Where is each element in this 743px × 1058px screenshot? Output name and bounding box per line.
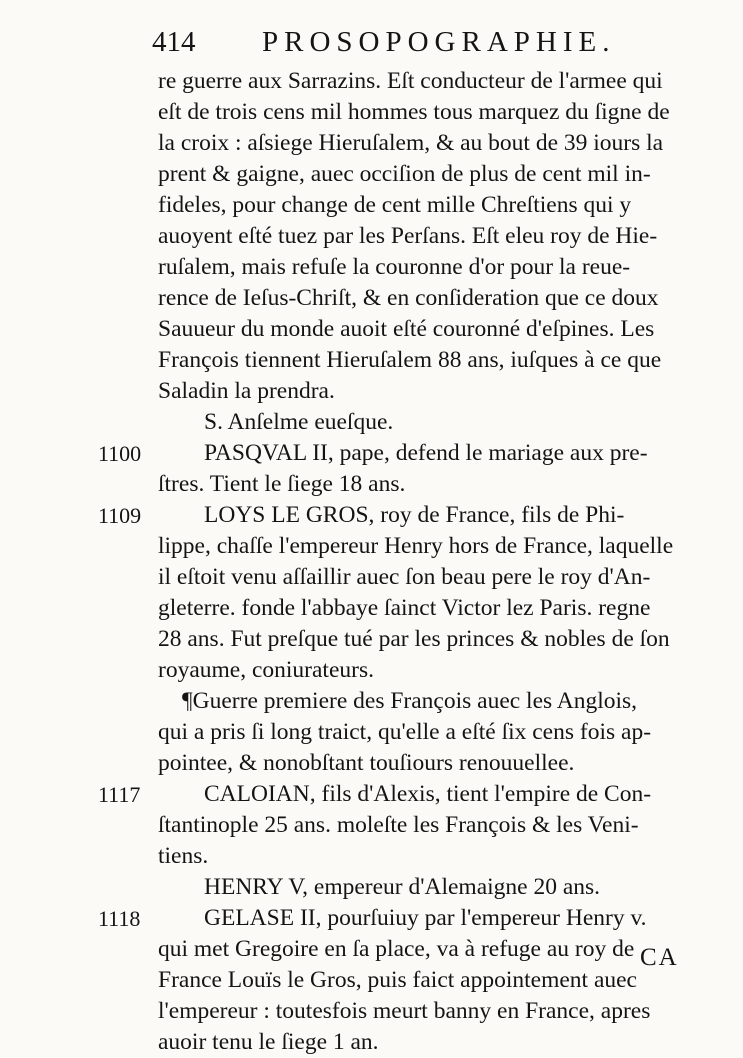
text-line: France Louïs le Gros, puis faict appointement auec — [158, 967, 637, 993]
page-number: 414 — [152, 26, 196, 58]
text-line: re guerre aux Sarrazins. Eſt conducteur de l'armee qui — [158, 68, 663, 94]
text-line: ruſalem, mais refuſe la couronne d'or pour la reue- — [158, 254, 631, 280]
text-line: fideles, pour change de cent mille Chreſtiens qui y — [158, 192, 632, 218]
page-header — [152, 26, 616, 66]
text-line: rence de Ieſus-Chriſt, & en conſideration que ce doux — [158, 285, 659, 311]
text-line: il eſtoit venu aſſaillir auec ſon beau pere le roy d'An- — [158, 564, 651, 590]
text-line: François tiennent Hieruſalem 88 ans, iuſques à ce que — [158, 347, 662, 373]
text-line: 28 ans. Fut preſque tué par les princes & nobles de ſon — [158, 626, 670, 652]
text-line: ¶Guerre premiere des François auec les Anglois, — [182, 688, 638, 714]
margin-year: 1117 — [98, 782, 141, 807]
text-line: HENRY V, empereur d'Alemaigne 20 ans. — [204, 874, 601, 900]
text-line: prent & gaigne, auec occiſion de plus de cent mil in- — [158, 161, 651, 187]
text-line: S. Anſelme eueſque. — [204, 409, 394, 435]
text-line: ſtantinople 25 ans. moleſte les François & les Veni- — [158, 812, 639, 838]
text-line: lippe, chaſſe l'empereur Henry hors de France, laquelle — [158, 533, 674, 559]
text-line: l'empereur : toutesfois meurt banny en France, apres — [158, 998, 651, 1024]
text-line: pointee, & nonobſtant touſiours renouuellee. — [158, 750, 575, 776]
text-line: CALOIAN, fils d'Alexis, tient l'empire de Con- — [204, 781, 652, 807]
text-line: GELASE II, pourſuiuy par l'empereur Henry v. — [204, 905, 647, 931]
margin-year: 1109 — [98, 503, 142, 528]
text-line: qui a pris ſi long traict, qu'elle a eſté ſix cens fois ap- — [158, 719, 652, 745]
text-line: royaume, coniurateurs. — [158, 657, 374, 683]
text-line: tiens. — [158, 843, 209, 869]
catchword: CA — [640, 944, 679, 971]
text-line: eſt de trois cens mil hommes tous marquez du ſigne de — [158, 99, 670, 125]
text-line: auoyent eſté tuez par les Perſans. Eſt eleu roy de Hie- — [158, 223, 658, 249]
text-line: gleterre. fonde l'abbaye ſainct Victor lez Paris. regne — [158, 595, 651, 621]
text-line: PASQVAL II, pape, defend le mariage aux pre- — [204, 440, 648, 466]
running-title: PROSOPOGRAPHIE. — [262, 26, 616, 58]
text-line: la croix : aſsiege Hieruſalem, & au bout de 39 iours la — [158, 130, 664, 156]
body-text — [98, 66, 688, 1058]
margin-year: 1100 — [98, 441, 142, 466]
text-line: auoir tenu le ſiege 1 an. — [158, 1029, 379, 1055]
text-line: LOYS LE GROS, roy de France, fils de Phi- — [204, 502, 625, 528]
text-line: Sauueur du monde auoit eſté couronné d'eſpines. Les — [158, 316, 655, 342]
text-line: Saladin la prendra. — [158, 378, 335, 404]
text-line: ſtres. Tient le ſiege 18 ans. — [158, 471, 406, 497]
margin-year: 1118 — [98, 906, 141, 931]
text-line: qui met Gregoire en ſa place, va à refuge au roy de — [158, 936, 635, 962]
